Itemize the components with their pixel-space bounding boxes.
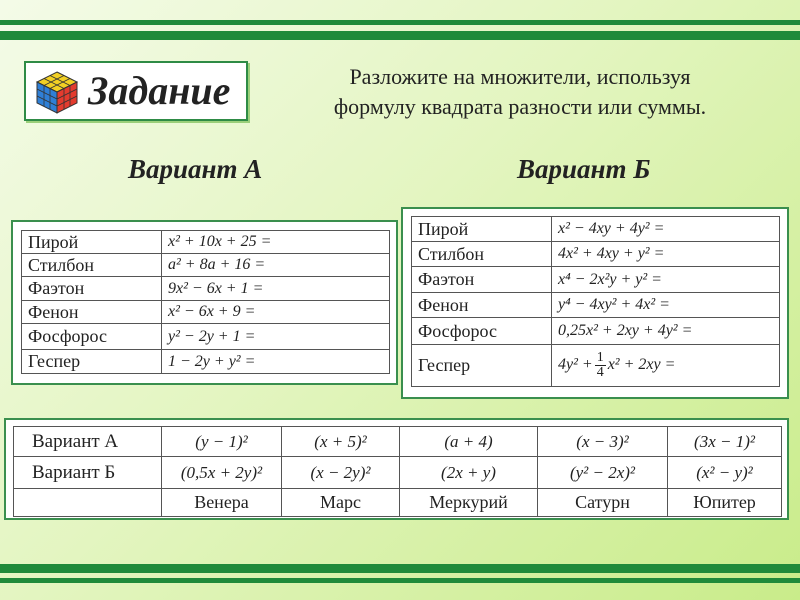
table-row — [412, 267, 780, 293]
answer-b-4: (y² − 2x)² — [538, 457, 668, 489]
bottom-stripe-thin — [0, 578, 800, 583]
table-row — [412, 293, 780, 318]
answers-row-b-label: Вариант Б — [14, 457, 162, 489]
planet-name-cell: Фосфорос — [22, 324, 162, 350]
answer-a-5: (3x − 1)² — [668, 427, 782, 457]
answer-b-2: (x − 2y)² — [282, 457, 400, 489]
planet-4: Сатурн — [538, 489, 668, 517]
answers-row-a — [14, 427, 782, 457]
expression-cell: y⁴ − 4xy² + 4x² = — [552, 293, 780, 318]
variant-a-panel — [11, 220, 398, 385]
answers-row-b — [14, 457, 782, 489]
variant-a-title: Вариант А — [128, 154, 263, 184]
planet-name-cell: Фенон — [412, 293, 552, 318]
planet-1: Венера — [162, 489, 282, 517]
planet-name-cell: Пирой — [412, 217, 552, 242]
table-row — [412, 318, 780, 345]
answer-b-3: (2x + y) — [400, 457, 538, 489]
top-stripe-thin — [0, 20, 800, 25]
table-row — [22, 277, 390, 301]
planet-name-cell: Фаэтон — [22, 277, 162, 301]
expression-cell: x² − 6x + 9 = — [162, 301, 390, 324]
planet-3: Меркурий — [400, 489, 538, 517]
expression-cell: 4x² + 4xy + y² = — [552, 242, 780, 267]
answer-b-5: (x² − y)² — [668, 457, 782, 489]
answer-b-1: (0,5x + 2y)² — [162, 457, 282, 489]
planet-name-cell: Геспер — [22, 350, 162, 374]
expression-cell: y² − 2y + 1 = — [162, 324, 390, 350]
expression-cell: x⁴ − 2x²y + y² = — [552, 267, 780, 293]
table-row — [412, 345, 780, 387]
planet-name-cell: Фаэтон — [412, 267, 552, 293]
answer-a-1: (y − 1)² — [162, 427, 282, 457]
planet-name-cell: Фосфорос — [412, 318, 552, 345]
answers-row-planets — [14, 489, 782, 517]
task-line-1: Разложите на множители, используя — [349, 64, 691, 89]
table-row — [412, 242, 780, 267]
planet-name-cell: Фенон — [22, 301, 162, 324]
fraction-numerator: 1 — [596, 350, 604, 365]
planet-name-cell: Стилбон — [22, 254, 162, 277]
variant-b-panel — [401, 207, 789, 399]
planet-5: Юпитер — [668, 489, 782, 517]
expression-cell: x² + 10x + 25 = — [162, 231, 390, 254]
expression-part: 4y² + — [558, 356, 593, 374]
answer-a-3: (a + 4) — [400, 427, 538, 457]
answers-panel — [4, 418, 789, 520]
expression-cell: 9x² − 6x + 1 = — [162, 277, 390, 301]
planet-name-cell: Пирой — [22, 231, 162, 254]
answers-table — [13, 426, 782, 517]
task-instruction — [285, 62, 755, 122]
expression-cell: x² − 4xy + 4y² = — [552, 217, 780, 242]
planet-name-cell: Стилбон — [412, 242, 552, 267]
task-badge — [24, 61, 248, 121]
answer-a-4: (x − 3)² — [538, 427, 668, 457]
expression-part: x² + 2xy = — [607, 356, 676, 374]
fraction-denominator: 4 — [596, 365, 604, 380]
variant-b-table — [411, 216, 780, 387]
fraction — [595, 351, 606, 380]
answer-a-2: (x + 5)² — [282, 427, 400, 457]
planet-2: Марс — [282, 489, 400, 517]
answers-row-a-label: Вариант А — [14, 427, 162, 457]
answers-row-planets-label — [14, 489, 162, 517]
table-row — [22, 254, 390, 277]
planet-name-cell: Геспер — [412, 345, 552, 387]
table-row — [412, 217, 780, 242]
variant-a-table — [21, 230, 390, 374]
top-stripe-thick — [0, 31, 800, 40]
expression-cell: a² + 8a + 16 = — [162, 254, 390, 277]
variant-b-title: Вариант Б — [517, 154, 651, 184]
expression-cell — [552, 345, 780, 387]
table-row — [22, 324, 390, 350]
table-row — [22, 301, 390, 324]
rubiks-cube-icon — [34, 69, 80, 115]
expression-cell: 1 − 2y + y² = — [162, 350, 390, 374]
table-row — [22, 350, 390, 374]
expression-cell: 0,25x² + 2xy + 4y² = — [552, 318, 780, 345]
badge-title: Задание — [88, 68, 231, 113]
task-line-2: формулу квадрата разности или суммы. — [333, 94, 707, 119]
table-row — [22, 231, 390, 254]
bottom-stripe-thick — [0, 564, 800, 573]
